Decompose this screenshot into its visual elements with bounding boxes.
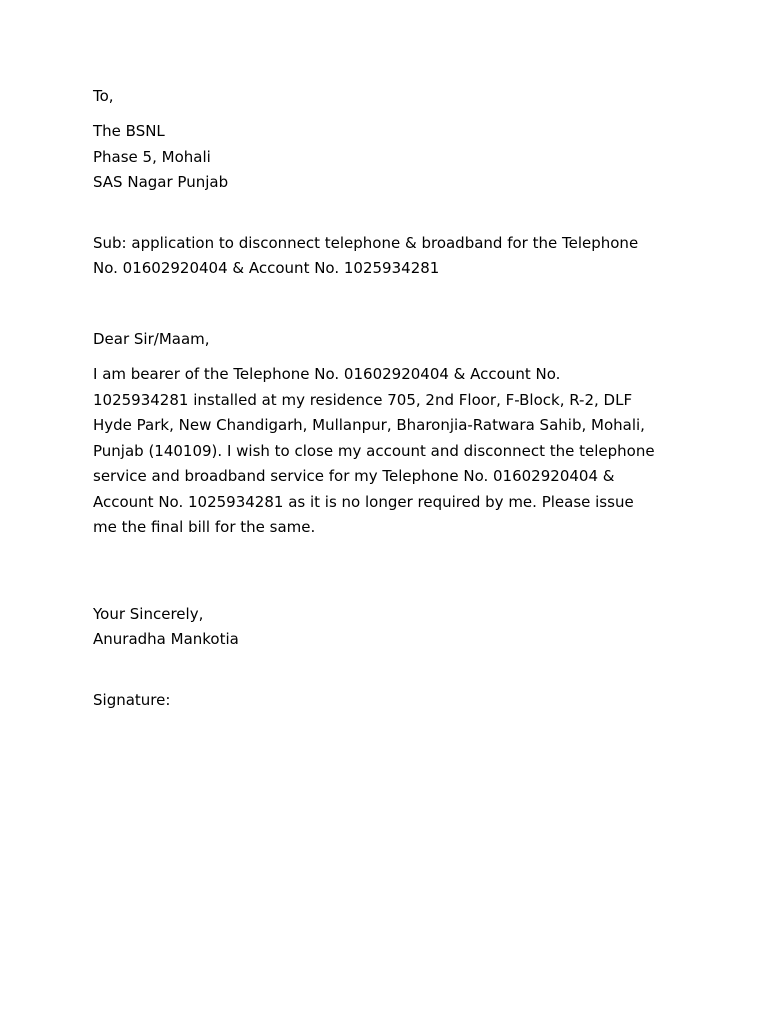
recipient-line-1: The BSNL [93,122,165,140]
body-line-2: 1025934281 installed at my residence 705, 2nd Floor, F-Block, R-2, DLF [93,391,633,409]
body-line-4: Punjab (140109). I wish to close my account and disconnect the telephone [93,442,655,460]
greeting: Dear Sir/Maam, [93,330,210,348]
closing: Your Sincerely, [93,605,204,623]
recipient-line-3: SAS Nagar Punjab [93,173,229,191]
sender-name: Anuradha Mankotia [93,630,239,648]
salutation-to: To, [93,87,114,105]
subject-line-2: No. 01602920404 & Account No. 1025934281 [93,259,440,277]
body-line-3: Hyde Park, New Chandigarh, Mullanpur, Bharonjia-Ratwara Sahib, Mohali, [93,416,645,434]
body-line-7: me the final bill for the same. [93,518,316,536]
recipient-line-2: Phase 5, Mohali [93,148,211,166]
signature-label: Signature: [93,691,171,709]
subject-line-1: Sub: application to disconnect telephone & broadband for the Telephone [93,234,639,252]
body-line-5: service and broadband service for my Telephone No. 01602920404 & [93,467,615,485]
body-line-6: Account No. 1025934281 as it is no longer required by me. Please issue [93,493,634,511]
body-line-1: I am bearer of the Telephone No. 01602920404 & Account No. [93,365,561,383]
